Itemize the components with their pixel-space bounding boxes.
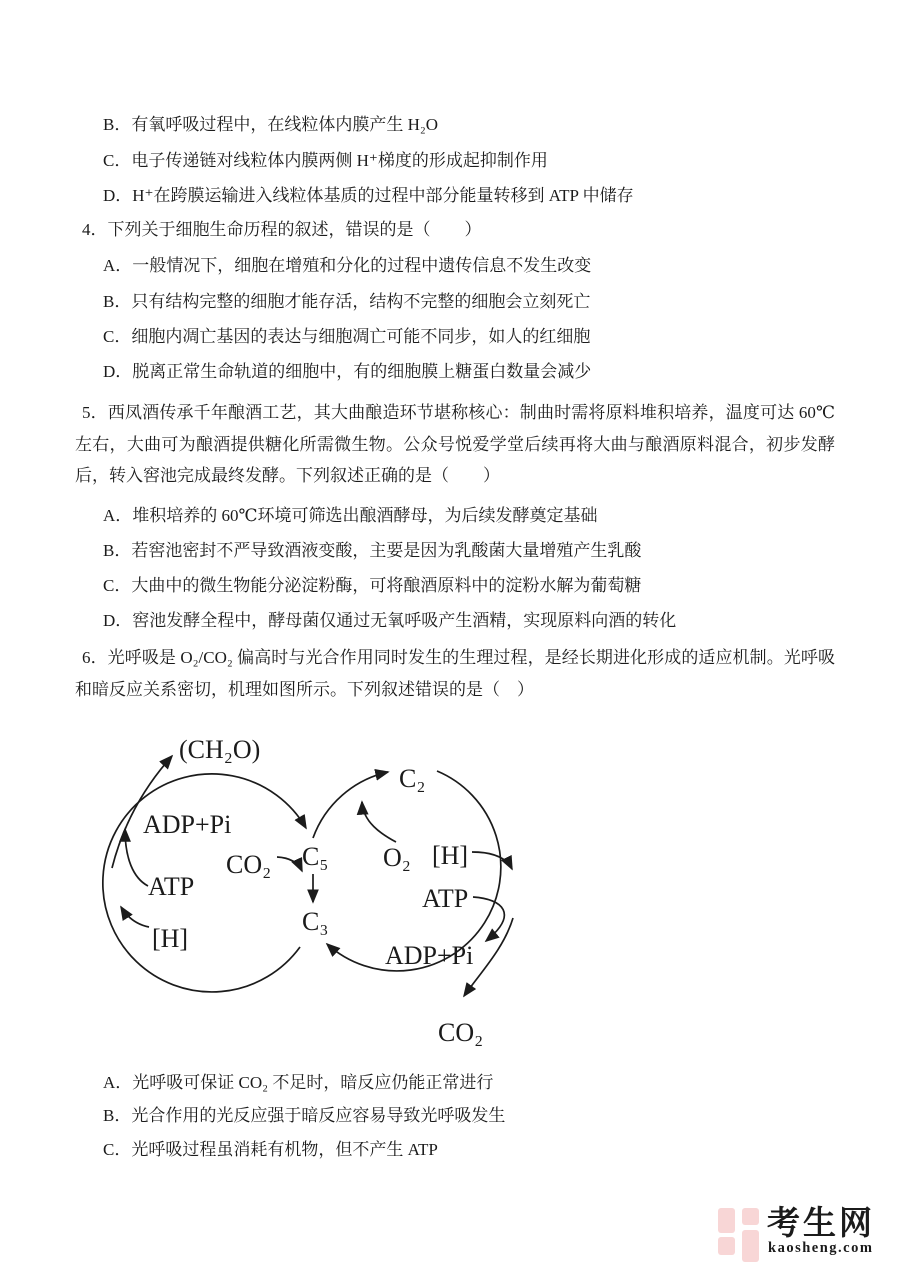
label-c2: C₂ [399,764,426,793]
q3-option-d: D．H⁺在跨膜运输进入线粒体基质的过程中部分能量转移到 ATP 中储存 [103,186,634,205]
atp-to-adp-right-arrow [473,897,504,941]
q5-option-c: C．大曲中的微生物能分泌淀粉酶，可将酿酒原料中的淀粉水解为葡萄糖 [103,576,642,595]
label-h-right: [H] [432,841,469,870]
q6-option-a: A．光呼吸可保证 CO₂ 不足时，暗反应仍能正常进行 [103,1073,494,1092]
q3-option-c: C．电子传递链对线粒体内膜两侧 H⁺梯度的形成起抑制作用 [103,151,548,170]
watermark-logo-icon [718,1208,759,1262]
h-right-arrow [472,852,512,869]
q4-option-b: B．只有结构完整的细胞才能存活，结构不完整的细胞会立刻死亡 [103,292,591,311]
q5-option-b: B．若窖池密封不严导致酒液变酸，主要是因为乳酸菌大量增殖产生乳酸 [103,541,642,560]
photorespiration-diagram [95,720,545,1060]
label-co2-bottom: CO₂ [438,1018,484,1047]
label-adp-right: ADP+Pi [385,941,474,970]
o2-arrow [362,802,396,842]
label-adp-left: ADP+Pi [143,810,232,839]
watermark-site-domain: kaosheng.com [768,1240,874,1256]
watermark-site-name: 考生网 [767,1206,875,1242]
q5-stem: 5．西凤酒传承千年酿酒工艺，其大曲酿造环节堪称核心：制曲时需将原料堆积培养，温度可达 60℃左右，大曲可为酿酒提供糖化所需微生物。公众号悦爱学堂后续再将大曲与酿酒原料混合，初步发酵后，转入窖池完成最终发酵。下列叙述正确的是（ ） [75,403,835,485]
q4-option-a: A．一般情况下，细胞在增殖和分化的过程中遗传信息不发生改变 [103,256,592,275]
label-c3: C₃ [302,907,329,936]
calvin-cycle-arc [103,774,306,992]
co2-fixation-arrow [277,857,302,871]
h-left-arrow [121,907,149,927]
q4-stem: 4．下列关于细胞生命历程的叙述，错误的是（ ） [82,220,482,239]
label-atp-right: ATP [422,884,469,913]
q5-option-a: A．堆积培养的 60℃环境可筛选出酿酒酵母，为后续发酵奠定基础 [103,506,598,525]
label-ch2o: (CH₂O) [179,735,261,764]
q3-option-b: B．有氧呼吸过程中，在线粒体内膜产生 H₂O [103,115,439,134]
label-atp-left: ATP [148,872,195,901]
q4-option-d: D．脱离正常生命轨道的细胞中，有的细胞膜上糖蛋白数量会减少 [103,362,592,381]
q6-stem: 6．光呼吸是 O₂/CO₂ 偏高时与光合作用同时发生的生理过程，是经长期进化形成的适应机制。光呼吸和暗反应关系密切，机理如图所示。下列叙述错误的是（ ） [75,648,835,699]
q6-option-b: B．光合作用的光反应强于暗反应容易导致光呼吸发生 [103,1106,506,1125]
label-c5: C₅ [302,842,329,871]
q5-option-d: D．窖池发酵全程中，酵母菌仅通过无氧呼吸产生酒精，实现原料向酒的转化 [103,611,677,630]
label-h-left: [H] [152,924,189,953]
watermark [710,1203,890,1267]
c5-to-c2-arc [313,772,388,838]
q6-option-c: C．光呼吸过程虽消耗有机物，但不产生 ATP [103,1140,438,1159]
q4-option-c: C．细胞内凋亡基因的表达与细胞凋亡可能不同步，如人的红细胞 [103,327,591,346]
label-co2-mid: CO₂ [226,850,272,879]
label-o2: O₂ [383,843,411,872]
